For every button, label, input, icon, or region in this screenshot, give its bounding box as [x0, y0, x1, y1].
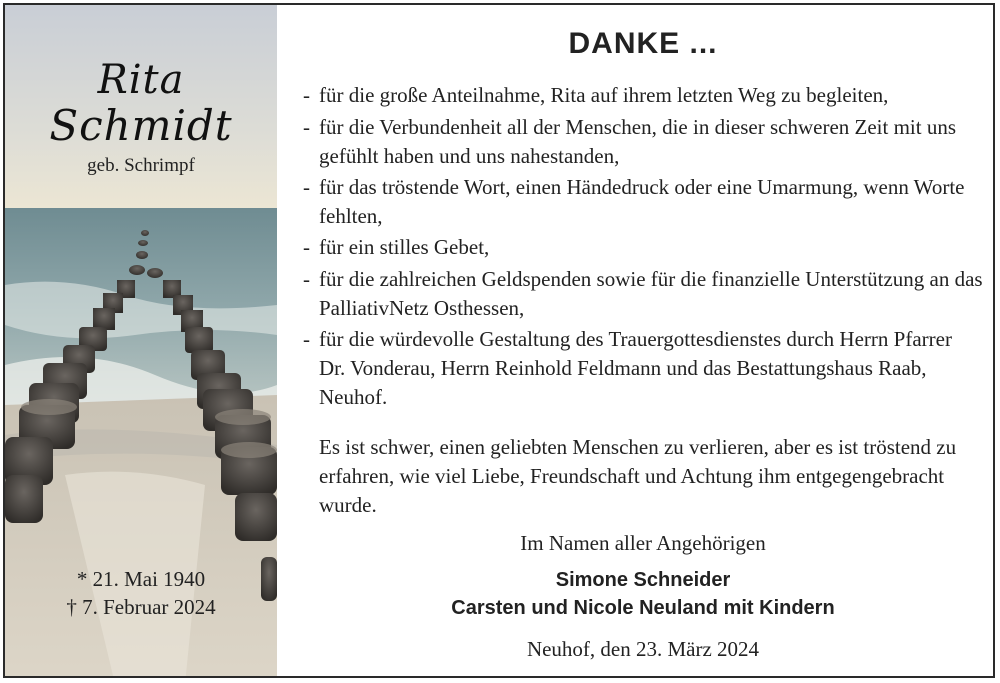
beach-photo-panel [5, 5, 277, 676]
thanks-item [303, 173, 983, 231]
thanks-item-text: für die würdevolle Gestaltung des Trauergottesdienstes durch Herrn Pfarrer Dr. Vonderau, Herrn Reinhold Feldmann und das Bestattungshaus Raab, Neuhof. [319, 327, 952, 409]
obituary-card [3, 3, 995, 678]
life-dates [5, 565, 277, 621]
place-date: Neuhof, den 23. März 2024 [526, 637, 760, 661]
bullet-dash: - [303, 235, 310, 259]
bullet-dash: - [303, 267, 310, 291]
bullet-dash: - [303, 175, 310, 199]
on-behalf-line: Im Namen aller Angehörigen [520, 531, 766, 555]
thanks-item [303, 325, 983, 412]
thanks-item-text: für die zahlreichen Geldspenden sowie für die finanzielle Unterstützung an das PalliativNetz Osthessen, [319, 267, 983, 320]
closing-paragraph: Es ist schwer, einen geliebten Menschen zu verlieren, aber es ist tröstend zu erfahren, wie viel Liebe, Freundschaft und Achtung ihm entgegengebracht wurde. [319, 435, 957, 517]
signer-1: Simone Schneider [555, 569, 731, 591]
thanks-item-text: für die große Anteilnahme, Rita auf ihrem letzten Weg zu begleiten, [319, 83, 889, 107]
thanks-item-text: für ein stilles Gebet, [319, 235, 490, 259]
birth-name: geb. Schrimpf [87, 155, 195, 176]
thanks-item [303, 233, 983, 262]
death-date: † 7. Februar 2024 [66, 595, 216, 619]
birth-date: * 21. Mai 1940 [76, 567, 206, 591]
thanks-item-text: für die Verbundenheit all der Menschen, die in dieser schweren Zeit mit uns gefühlt haben und uns nahestanden, [319, 115, 957, 168]
bullet-dash: - [303, 327, 310, 351]
thanks-item [303, 81, 983, 110]
thanks-item [303, 265, 983, 323]
signer-2: Carsten und Nicole Neuland mit Kindern [451, 597, 835, 619]
first-name: Rita [97, 57, 185, 103]
thanks-item [303, 113, 983, 171]
bullet-dash: - [303, 115, 310, 139]
bullet-dash: - [303, 83, 310, 107]
thanks-heading: DANKE ... [568, 27, 718, 60]
last-name: Schmidt [49, 101, 233, 150]
thanks-item-text: für das tröstende Wort, einen Händedruck oder eine Umarmung, wenn Worte fehlten, [319, 175, 965, 228]
